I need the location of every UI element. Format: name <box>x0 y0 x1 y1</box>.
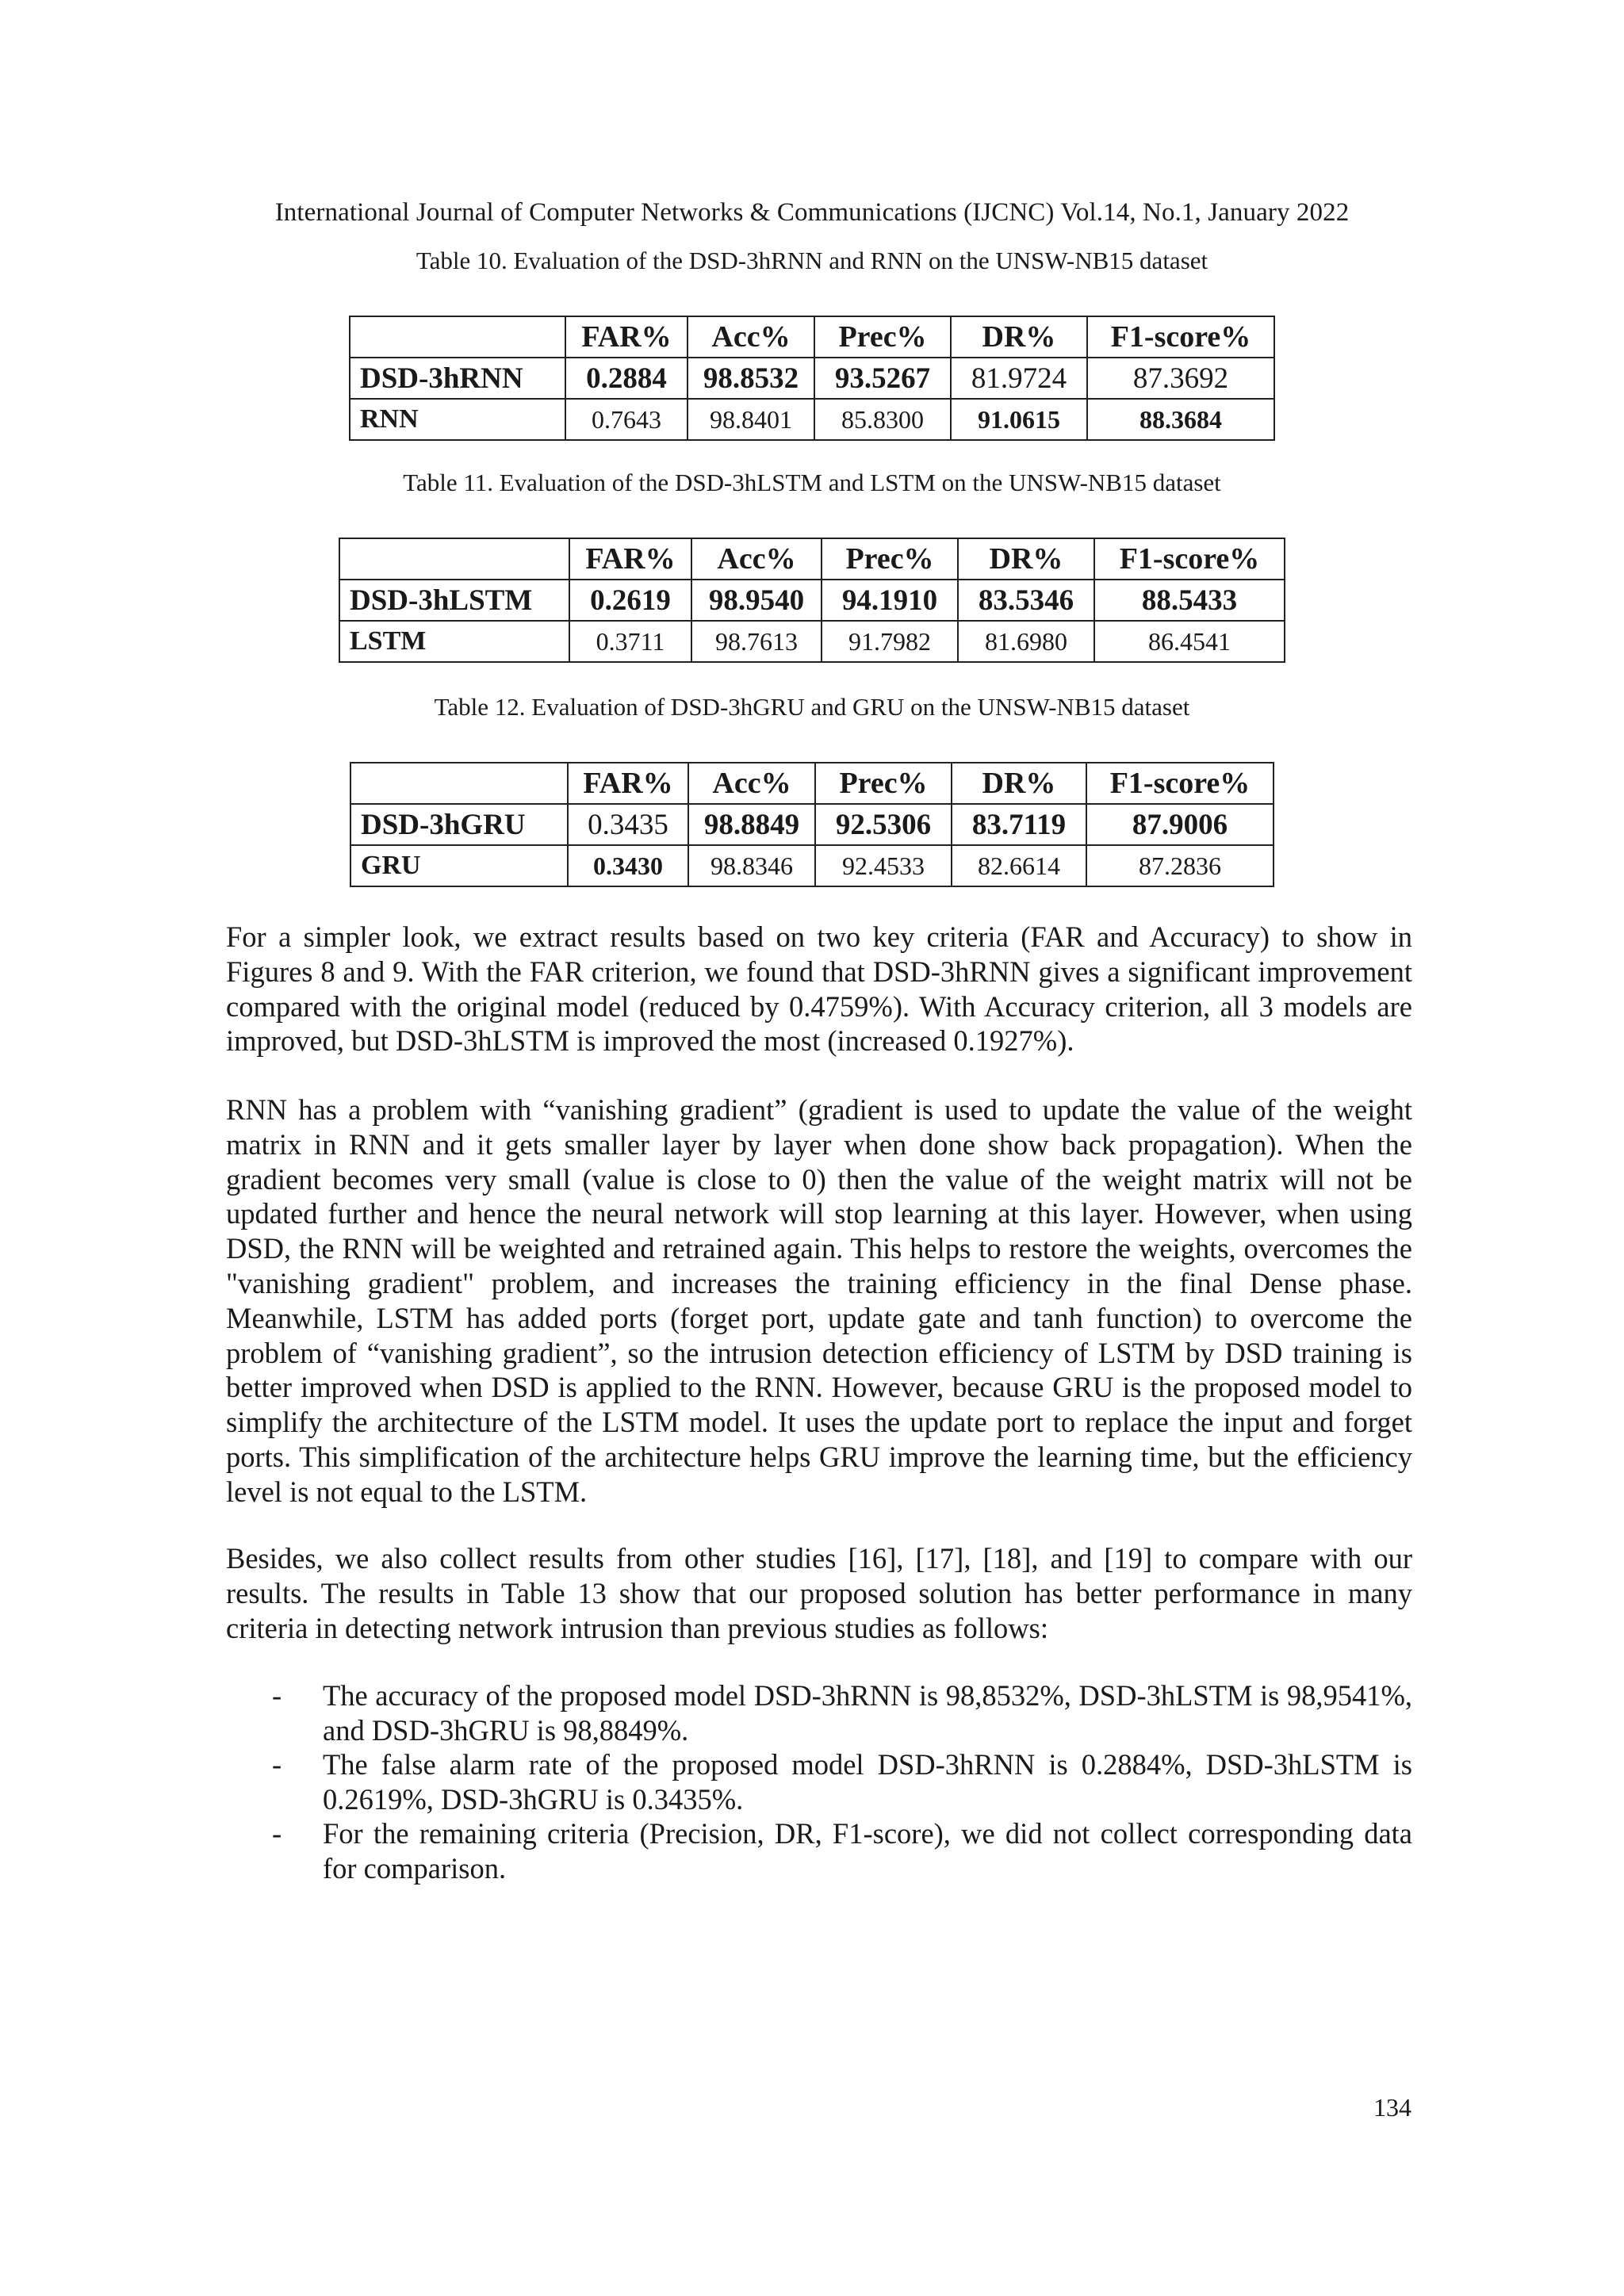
column-header-dr: DR% <box>958 538 1094 580</box>
paragraph-vanishing-gradient: RNN has a problem with “vanishing gradient” (gradient is used to update the value of the weight matrix in RNN and it gets smaller layer by layer when done show back propagation). When the gradient becomes very small (value is close to 0) then the value of the weight matrix will not be updated further and hence the neural network will stop learning at this layer. However, when using DSD, the RNN will be weighted and retrained again. This helps to restore the weights, overcomes the "vanishing gradient" problem, and increases the training efficiency in the final Dense phase. Meanwhile, LSTM has added ports (forget port, update gate and tanh function) to overcome the problem of “vanishing gradient”, so the intrusion detection efficiency of LSTM by DSD training is better improved when DSD is applied to the RNN. However, because GRU is the proposed model to simplify the architecture of the LSTM model. It uses the update port to replace the input and forget ports. This simplification of the architecture helps GRU improve the learning time, but the efficiency level is not equal to the LSTM. <box>226 1093 1412 1508</box>
table-11-caption: Table 11. Evaluation of the DSD-3hLSTM and LSTM on the UNSW-NB15 dataset <box>403 469 1221 496</box>
list-item-text: The false alarm rate of the proposed model DSD-3hRNN is 0.2884%, DSD-3hLSTM is 0.2619%, DSD-3hGRU is 0.3435%. <box>323 1748 1412 1816</box>
cell-prec: 85.8300 <box>814 399 951 440</box>
row-label: DSD-3hLSTM <box>339 580 569 621</box>
table-header-row <box>350 316 1274 358</box>
column-header-dr: DR% <box>951 316 1087 358</box>
list-item <box>226 1816 1412 1885</box>
cell-far: 0.2619 <box>569 580 691 621</box>
table-row <box>350 358 1274 399</box>
table-12-block <box>0 692 1624 887</box>
paragraph-far-accuracy: For a simpler look, we extract results based on two key criteria (FAR and Accuracy) to show in Figures 8 and 9. With the FAR criterion, we found that DSD-3hRNN gives a significant improvement compared with the original model (reduced by 0.4759%). With Accuracy criterion, all 3 models are improved, but DSD-3hLSTM is improved the most (increased 0.1927%). <box>226 920 1412 1058</box>
row-label: GRU <box>350 845 568 886</box>
paragraph-comparison: Besides, we also collect results from other studies [16], [17], [18], and [19] to compare with our results. The results in Table 13 show that our proposed solution has better performance in many criteria in detecting network intrusion than previous studies as follows: <box>226 1542 1412 1644</box>
cell-far: 0.7643 <box>565 399 688 440</box>
table-row <box>350 804 1274 845</box>
column-header-far: FAR% <box>569 538 691 580</box>
table-header-row <box>350 763 1274 804</box>
comparison-list <box>226 1678 1412 1885</box>
table-12 <box>350 762 1274 887</box>
cell-dr: 82.6614 <box>952 845 1086 886</box>
column-header-far: FAR% <box>568 763 688 804</box>
table-10-caption: Table 10. Evaluation of the DSD-3hRNN and RNN on the UNSW-NB15 dataset <box>416 247 1208 274</box>
list-item <box>226 1747 1412 1816</box>
cell-far: 0.3435 <box>568 804 688 845</box>
table-row <box>350 845 1274 886</box>
cell-far: 0.3711 <box>569 621 691 662</box>
corner-cell <box>350 316 565 358</box>
cell-acc: 98.7613 <box>691 621 822 662</box>
cell-prec: 91.7982 <box>822 621 958 662</box>
cell-far: 0.2884 <box>565 358 688 399</box>
cell-f1: 87.3692 <box>1087 358 1274 399</box>
row-label: LSTM <box>339 621 569 662</box>
row-label: DSD-3hGRU <box>350 804 568 845</box>
table-10 <box>349 316 1275 441</box>
row-label: RNN <box>350 399 565 440</box>
cell-dr: 91.0615 <box>951 399 1087 440</box>
table-row <box>350 399 1274 440</box>
cell-dr: 81.9724 <box>951 358 1087 399</box>
row-label: DSD-3hRNN <box>350 358 565 399</box>
page-number: 134 <box>1373 2093 1411 2122</box>
cell-f1: 86.4541 <box>1094 621 1285 662</box>
column-header-prec: Prec% <box>822 538 958 580</box>
cell-acc: 98.8849 <box>688 804 815 845</box>
column-header-f1: F1-score% <box>1086 763 1274 804</box>
cell-dr: 83.5346 <box>958 580 1094 621</box>
cell-prec: 92.4533 <box>815 845 952 886</box>
cell-acc: 98.8532 <box>688 358 814 399</box>
cell-prec: 92.5306 <box>815 804 952 845</box>
column-header-far: FAR% <box>565 316 688 358</box>
column-header-acc: Acc% <box>688 763 815 804</box>
cell-dr: 81.6980 <box>958 621 1094 662</box>
corner-cell <box>350 763 568 804</box>
column-header-f1: F1-score% <box>1094 538 1285 580</box>
bullet-dash: - <box>272 1679 282 1712</box>
table-12-caption: Table 12. Evaluation of DSD-3hGRU and GRU on the UNSW-NB15 dataset <box>434 693 1190 721</box>
column-header-prec: Prec% <box>815 763 952 804</box>
cell-acc: 98.8401 <box>688 399 814 440</box>
table-header-row <box>339 538 1285 580</box>
cell-far: 0.3430 <box>568 845 688 886</box>
list-item <box>226 1678 1412 1747</box>
column-header-acc: Acc% <box>691 538 822 580</box>
table-row <box>339 621 1285 662</box>
table-row <box>339 580 1285 621</box>
bullet-dash: - <box>272 1817 282 1850</box>
table-11-block <box>0 468 1624 663</box>
cell-f1: 88.5433 <box>1094 580 1285 621</box>
cell-dr: 83.7119 <box>952 804 1086 845</box>
column-header-acc: Acc% <box>688 316 814 358</box>
cell-f1: 88.3684 <box>1087 399 1274 440</box>
list-item-text: For the remaining criteria (Precision, DR, F1-score), we did not collect corresponding data for comparison. <box>323 1817 1412 1885</box>
cell-prec: 93.5267 <box>814 358 951 399</box>
corner-cell <box>339 538 569 580</box>
column-header-f1: F1-score% <box>1087 316 1274 358</box>
list-item-text: The accuracy of the proposed model DSD-3hRNN is 98,8532%, DSD-3hLSTM is 98,9541%, and DSD-3hGRU is 98,8849%. <box>323 1679 1412 1747</box>
cell-f1: 87.9006 <box>1086 804 1274 845</box>
column-header-prec: Prec% <box>814 316 951 358</box>
running-header: International Journal of Computer Networks & Communications (IJCNC) Vol.14, No.1, January 2022 <box>274 198 1350 227</box>
cell-prec: 94.1910 <box>822 580 958 621</box>
cell-acc: 98.9540 <box>691 580 822 621</box>
column-header-dr: DR% <box>952 763 1086 804</box>
cell-f1: 87.2836 <box>1086 845 1274 886</box>
table-11 <box>339 538 1285 663</box>
cell-acc: 98.8346 <box>688 845 815 886</box>
bullet-dash: - <box>272 1748 282 1781</box>
table-10-block <box>0 246 1624 441</box>
